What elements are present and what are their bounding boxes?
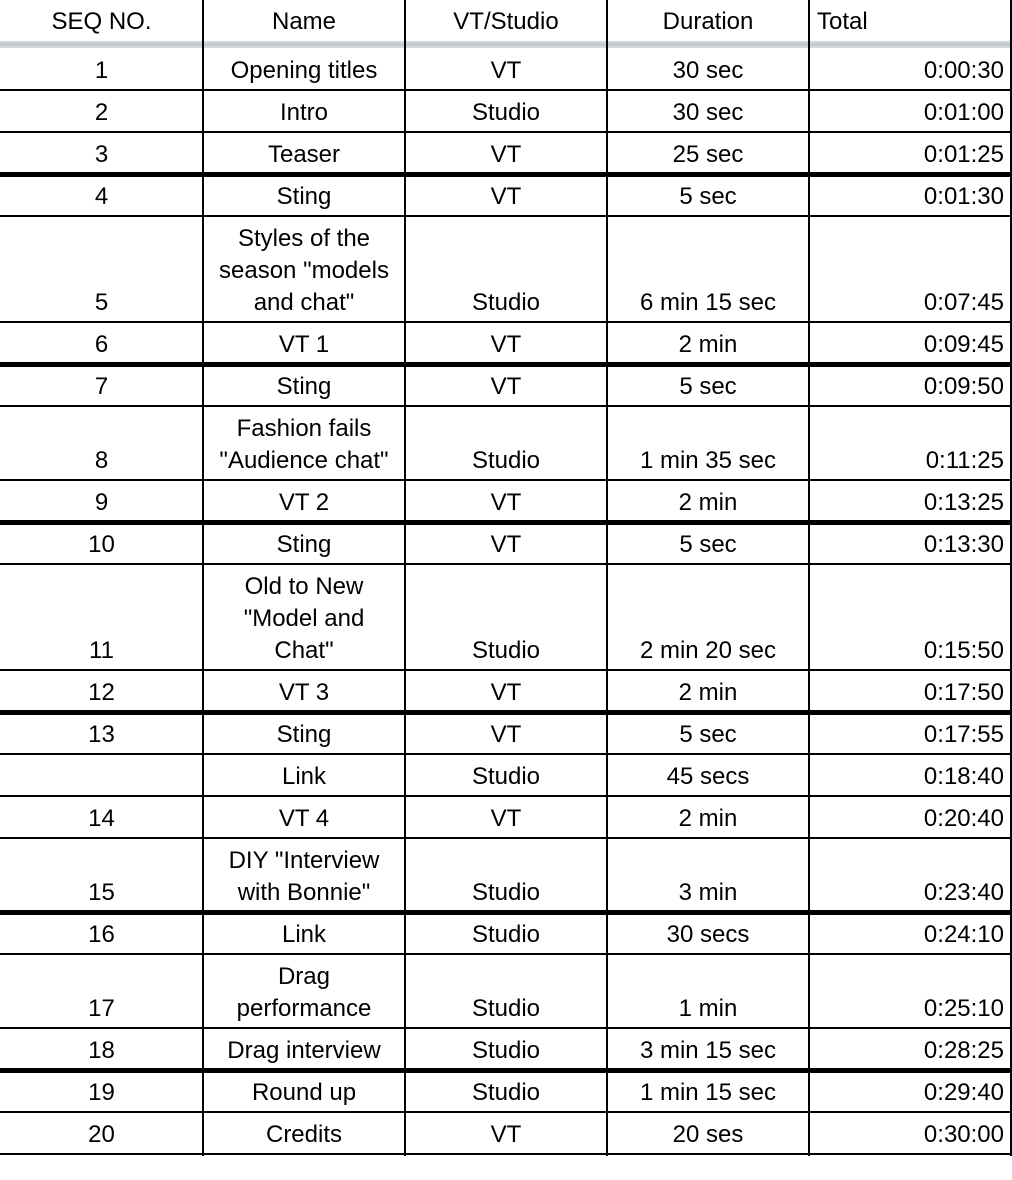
cell-duration[interactable]: 6 min 15 sec xyxy=(639,289,777,316)
cell-total[interactable]: 0:13:30 xyxy=(923,531,1004,558)
cell-name[interactable]: Link xyxy=(281,763,327,790)
cell-seq[interactable]: 20 xyxy=(88,1121,115,1148)
cell-name[interactable]: Teaser xyxy=(267,141,341,168)
cell-seq[interactable]: 17 xyxy=(88,995,115,1022)
cell-duration[interactable]: 30 sec xyxy=(672,99,744,126)
cell-total[interactable]: 0:01:30 xyxy=(923,183,1004,210)
cell-duration[interactable]: 1 min 35 sec xyxy=(639,447,777,474)
header-vt-studio[interactable]: VT/Studio xyxy=(453,8,559,35)
cell-type[interactable]: VT xyxy=(490,373,522,400)
cell-total[interactable]: 0:17:55 xyxy=(923,721,1004,748)
cell-seq[interactable]: 6 xyxy=(94,331,109,358)
cell-name[interactable]: Old to New "Model and Chat" xyxy=(243,573,365,664)
cell-type[interactable]: Studio xyxy=(471,99,541,126)
cell-name[interactable]: Credits xyxy=(265,1121,343,1148)
cell-duration[interactable]: 3 min 15 sec xyxy=(639,1037,777,1064)
cell-name[interactable]: Drag performance xyxy=(236,963,372,1022)
cell-seq[interactable]: 11 xyxy=(89,637,114,664)
column-divider xyxy=(606,0,608,1156)
cell-total[interactable]: 0:25:10 xyxy=(923,995,1004,1022)
cell-type[interactable]: Studio xyxy=(471,447,541,474)
cell-seq[interactable]: 1 xyxy=(94,57,109,84)
cell-total[interactable]: 0:13:25 xyxy=(923,489,1004,516)
cell-type[interactable]: Studio xyxy=(471,637,541,664)
cell-total[interactable]: 0:01:00 xyxy=(923,99,1004,126)
cell-total[interactable]: 0:24:10 xyxy=(923,921,1004,948)
cell-duration[interactable]: 2 min xyxy=(678,679,738,706)
cell-name[interactable]: Sting xyxy=(276,721,332,748)
cell-seq[interactable]: 18 xyxy=(88,1037,115,1064)
cell-duration[interactable]: 30 secs xyxy=(666,921,750,948)
cell-type[interactable]: VT xyxy=(490,1121,522,1148)
header-seq-no[interactable]: SEQ NO. xyxy=(51,8,152,35)
cell-total[interactable]: 0:09:50 xyxy=(923,373,1004,400)
cell-duration[interactable]: 2 min xyxy=(678,805,738,832)
cell-duration[interactable]: 2 min xyxy=(678,331,738,358)
cell-duration[interactable]: 2 min 20 sec xyxy=(639,637,777,664)
cell-duration[interactable]: 5 sec xyxy=(679,373,737,400)
cell-name[interactable]: Link xyxy=(281,921,327,948)
row-divider xyxy=(0,1153,1012,1155)
cell-name[interactable]: DIY "Interview with Bonnie" xyxy=(228,847,380,906)
cell-type[interactable]: Studio xyxy=(471,995,541,1022)
header-total[interactable]: Total xyxy=(817,8,868,35)
cell-type[interactable]: Studio xyxy=(471,289,541,316)
cell-seq[interactable]: 19 xyxy=(88,1079,115,1106)
cell-name[interactable]: VT 4 xyxy=(278,805,330,832)
cell-total[interactable]: 0:07:45 xyxy=(923,289,1004,316)
cell-total[interactable]: 0:28:25 xyxy=(923,1037,1004,1064)
cell-seq[interactable]: 2 xyxy=(94,99,109,126)
cell-type[interactable]: VT xyxy=(490,57,522,84)
cell-type[interactable]: Studio xyxy=(471,763,541,790)
cell-seq[interactable]: 12 xyxy=(88,679,115,706)
cell-name[interactable]: Fashion fails "Audience chat" xyxy=(219,415,389,474)
cell-type[interactable]: VT xyxy=(490,331,522,358)
cell-type[interactable]: VT xyxy=(490,141,522,168)
column-divider xyxy=(404,0,406,1156)
cell-seq[interactable]: 13 xyxy=(88,721,115,748)
cell-seq[interactable]: 14 xyxy=(88,805,115,832)
cell-total[interactable]: 0:00:30 xyxy=(923,57,1004,84)
cell-name[interactable]: VT 3 xyxy=(278,679,330,706)
cell-total[interactable]: 0:17:50 xyxy=(923,679,1004,706)
cell-duration[interactable]: 5 sec xyxy=(679,183,737,210)
cell-type[interactable]: Studio xyxy=(471,1037,541,1064)
cell-seq[interactable]: 4 xyxy=(94,183,109,210)
cell-seq[interactable]: 8 xyxy=(94,447,109,474)
cell-duration[interactable]: 30 sec xyxy=(672,57,744,84)
column-divider xyxy=(808,0,810,1156)
cell-name[interactable]: VT 2 xyxy=(278,489,330,516)
cell-seq[interactable]: 10 xyxy=(88,531,115,558)
cell-seq[interactable]: 5 xyxy=(94,289,109,316)
cell-type[interactable]: VT xyxy=(490,531,522,558)
cell-duration[interactable]: 5 sec xyxy=(679,531,737,558)
column-divider xyxy=(202,0,204,1156)
cell-type[interactable]: VT xyxy=(490,805,522,832)
cell-type[interactable]: VT xyxy=(490,679,522,706)
cell-name[interactable]: Intro xyxy=(279,99,329,126)
cell-type[interactable]: Studio xyxy=(471,879,541,906)
cell-total[interactable]: 0:11:25 xyxy=(925,447,1004,474)
cell-total[interactable]: 0:30:00 xyxy=(923,1121,1004,1148)
cell-duration[interactable]: 1 min 15 sec xyxy=(639,1079,777,1106)
cell-type[interactable]: Studio xyxy=(471,1079,541,1106)
cell-total[interactable]: 0:18:40 xyxy=(923,763,1004,790)
cell-name[interactable]: Sting xyxy=(276,531,332,558)
cell-name[interactable]: Sting xyxy=(276,183,332,210)
cell-name[interactable]: Round up xyxy=(251,1079,357,1106)
cell-total[interactable]: 0:20:40 xyxy=(923,805,1004,832)
header-name[interactable]: Name xyxy=(271,8,337,35)
cell-seq[interactable]: 15 xyxy=(88,879,115,906)
cell-total[interactable]: 0:15:50 xyxy=(923,637,1004,664)
cell-seq[interactable]: 3 xyxy=(94,141,109,168)
header-duration[interactable]: Duration xyxy=(662,8,754,35)
cell-total[interactable]: 0:23:40 xyxy=(923,879,1004,906)
cell-type[interactable]: Studio xyxy=(471,921,541,948)
cell-seq[interactable] xyxy=(0,754,203,796)
cell-duration[interactable]: 5 sec xyxy=(679,721,737,748)
cell-duration[interactable]: 3 min xyxy=(678,879,738,906)
cell-total[interactable]: 0:29:40 xyxy=(923,1079,1004,1106)
frozen-row-divider-line xyxy=(0,43,1012,46)
cell-type[interactable]: VT xyxy=(490,183,522,210)
cell-type[interactable]: VT xyxy=(490,489,522,516)
cell-name[interactable]: Opening titles xyxy=(230,57,378,84)
cell-seq[interactable]: 9 xyxy=(94,489,109,516)
cell-name[interactable]: VT 1 xyxy=(278,331,330,358)
cell-name[interactable]: Styles of the season "models and chat" xyxy=(219,225,389,316)
cell-duration[interactable]: 2 min xyxy=(678,489,738,516)
cell-seq[interactable]: 16 xyxy=(88,921,115,948)
cell-duration[interactable]: 20 ses xyxy=(672,1121,744,1148)
cell-total[interactable]: 0:01:25 xyxy=(923,141,1004,168)
cell-duration[interactable]: 45 secs xyxy=(666,763,750,790)
cell-duration[interactable]: 1 min xyxy=(678,995,738,1022)
cell-name[interactable]: Sting xyxy=(276,373,332,400)
cell-type[interactable]: VT xyxy=(490,721,522,748)
cell-seq[interactable]: 7 xyxy=(94,373,109,400)
cell-name[interactable]: Drag interview xyxy=(227,1037,381,1064)
cell-duration[interactable]: 25 sec xyxy=(672,141,744,168)
cell-total[interactable]: 0:09:45 xyxy=(923,331,1004,358)
